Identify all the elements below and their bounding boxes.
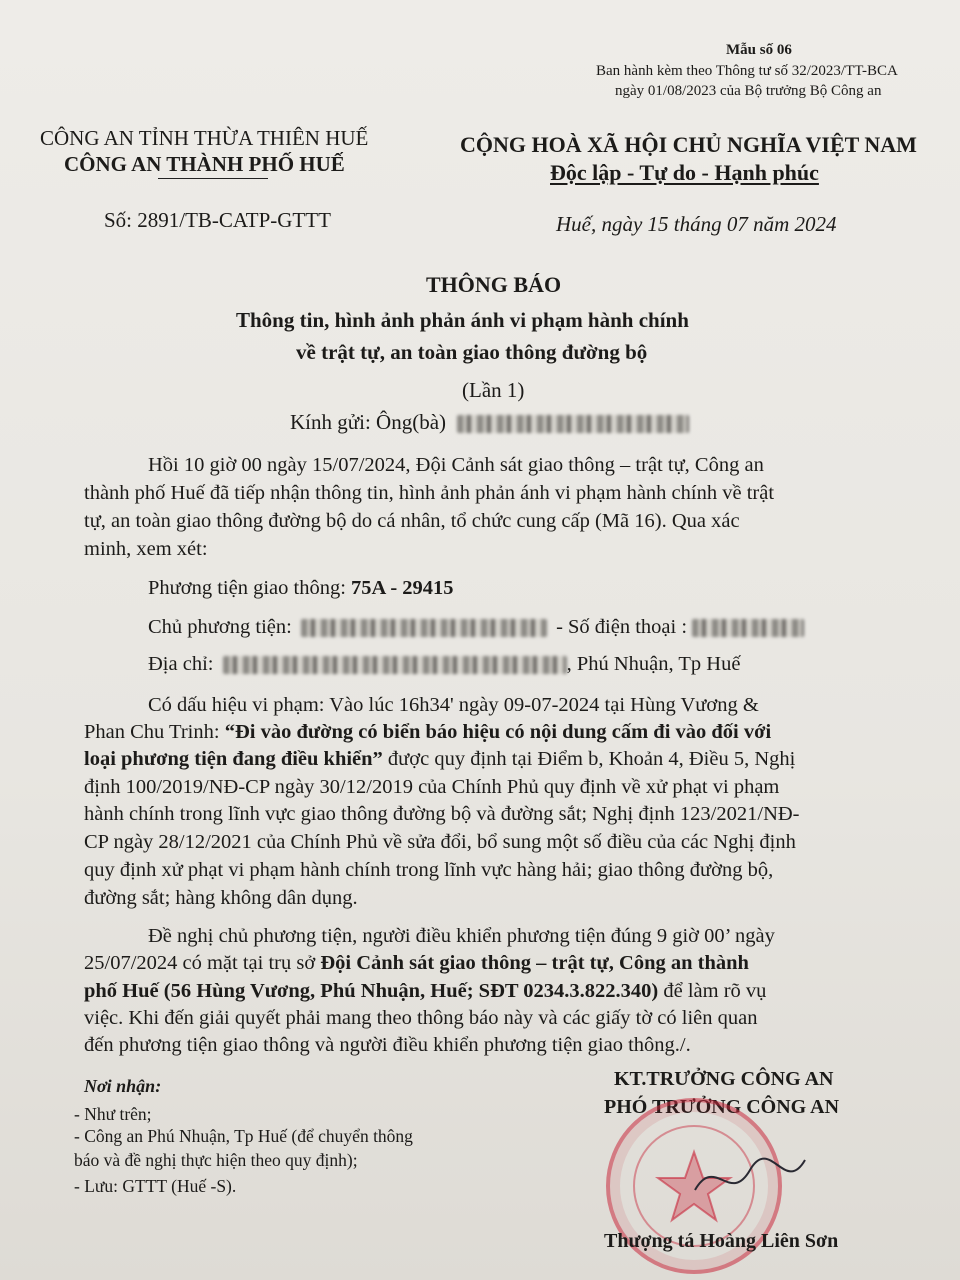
violation-regulation: được quy định tại Điểm b, Khoản 4, Điều 5, Nghị <box>382 748 796 770</box>
agency-underline <box>158 178 268 179</box>
violation-line-4: định 100/2019/NĐ-CP ngày 30/12/2019 của Chính Phủ quy định về xử phạt vi phạm <box>84 776 780 798</box>
address-line <box>148 653 740 676</box>
request-line-1: Đề nghị chủ phương tiện, người điều khiển phương tiện đúng 9 giờ 00’ ngày <box>148 925 775 947</box>
recipients-item-2b: báo và đề nghị thực hiện theo quy định); <box>74 1150 358 1170</box>
attempt-label: (Lần 1) <box>462 378 525 402</box>
agency-name: CÔNG AN THÀNH PHỐ HUẾ <box>64 152 345 176</box>
doc-subtitle-2: về trật tự, an toàn giao thông đường bộ <box>296 340 648 364</box>
vehicle-plate: 75A - 29415 <box>351 577 454 599</box>
intro-line-2: thành phố Huế đã tiếp nhận thông tin, hình ảnh phản ánh vi phạm hành chính về trật <box>84 482 775 504</box>
phone-label: - Số điện thoại : <box>556 616 688 638</box>
request-line-4: việc. Khi đến giải quyết phải mang theo thông báo này và các giấy tờ có liên quan <box>84 1007 758 1029</box>
doc-number: Số: 2891/TB-CATP-GTTT <box>104 208 331 232</box>
violation-location: Phan Chu Trinh: <box>84 721 225 743</box>
signer-name: Thượng tá Hoàng Liên Sơn <box>604 1230 839 1252</box>
owner-label: Chủ phương tiện: <box>148 616 292 638</box>
vehicle-label: Phương tiện giao thông: <box>148 577 346 599</box>
recipients-item-2a: - Công an Phú Nhuận, Tp Huế (để chuyển thông <box>74 1126 413 1146</box>
redacted-phone <box>692 619 804 637</box>
signer-role-2: PHÓ TRƯỞNG CÔNG AN <box>604 1096 840 1118</box>
violation-line-7: quy định xử phạt vi phạm hành chính trong lĩnh vực hàng hải; giao thông đường bộ, <box>84 859 774 881</box>
redacted-owner <box>301 619 547 637</box>
vehicle-line <box>148 577 454 600</box>
redacted-address <box>223 656 567 674</box>
form-issued-line2: ngày 01/08/2023 của Bộ trưởng Bộ Công an <box>615 83 882 99</box>
doc-subtitle-1: Thông tin, hình ảnh phản ánh vi phạm hành chính <box>236 308 689 332</box>
request-date: 25/07/2024 có mặt tại trụ sở <box>84 952 321 974</box>
recipients-item-1: - Như trên; <box>74 1104 152 1124</box>
agency-parent: CÔNG AN TỈNH THỪA THIÊN HUẾ <box>40 126 369 150</box>
violation-offense-part1: “Đi vào đường có biển báo hiệu có nội dung cấm đi vào đối với <box>224 721 772 743</box>
request-line-2 <box>84 952 749 975</box>
request-office-part1: Đội Cảnh sát giao thông – trật tự, Công an thành <box>320 952 749 974</box>
country-name: CỘNG HOÀ XÃ HỘI CHỦ NGHĨA VIỆT NAM <box>460 132 917 157</box>
violation-line-6: CP ngày 28/12/2021 của Chính Phủ về sửa đổi, bổ sung một số điều của các Nghị định <box>84 831 796 853</box>
signer-role-1: KT.TRƯỞNG CÔNG AN <box>614 1068 834 1090</box>
violation-line-3 <box>84 748 795 771</box>
request-line-5: đến phương tiện giao thông và người điều khiển phương tiện giao thông./. <box>84 1034 691 1056</box>
form-issued-line1: Ban hành kèm theo Thông tư số 32/2023/TT-BCA <box>596 63 898 79</box>
violation-line-2 <box>84 721 771 744</box>
recipient-label: Kính gửi: Ông(bà) <box>290 410 447 434</box>
violation-line-1: Có dấu hiệu vi phạm: Vào lúc 16h34' ngày 09-07-2024 tại Hùng Vương & <box>148 694 759 716</box>
violation-offense-part2: loại phương tiện đang điều khiển” <box>84 748 383 770</box>
intro-line-1: Hồi 10 giờ 00 ngày 15/07/2024, Đội Cảnh sát giao thông – trật tự, Công an <box>148 454 764 476</box>
recipients-title: Nơi nhận: <box>84 1076 162 1096</box>
request-line-3 <box>84 980 766 1003</box>
owner-line <box>148 616 804 639</box>
request-office-part2: phố Huế (56 Hùng Vương, Phú Nhuận, Huế; SĐT 0234.3.822.340) <box>84 980 659 1002</box>
signature-scribble <box>690 1150 810 1210</box>
address-tail: , Phú Nhuận, Tp Huế <box>566 653 741 675</box>
doc-title: THÔNG BÁO <box>426 272 562 297</box>
violation-line-8: đường sắt; hàng không dân dụng. <box>84 887 358 909</box>
recipients-item-3: - Lưu: GTTT (Huế -S). <box>74 1176 237 1196</box>
motto: Độc lập - Tự do - Hạnh phúc <box>550 160 819 185</box>
recipient-line <box>290 410 689 435</box>
intro-line-4: minh, xem xét: <box>84 538 208 560</box>
redacted-name <box>457 415 689 433</box>
form-number: Mẫu số 06 <box>726 42 792 58</box>
violation-line-5: hành chính trong lĩnh vực giao thông đường bộ và đường sắt; Nghị định 123/2021/NĐ- <box>84 803 800 825</box>
request-purpose: để làm rõ vụ <box>658 980 767 1002</box>
address-label: Địa chỉ: <box>148 653 214 675</box>
intro-line-3: tự, an toàn giao thông đường bộ do cá nhân, tổ chức cung cấp (Mã 16). Qua xác <box>84 510 740 532</box>
place-date: Huế, ngày 15 tháng 07 năm 2024 <box>556 212 837 236</box>
